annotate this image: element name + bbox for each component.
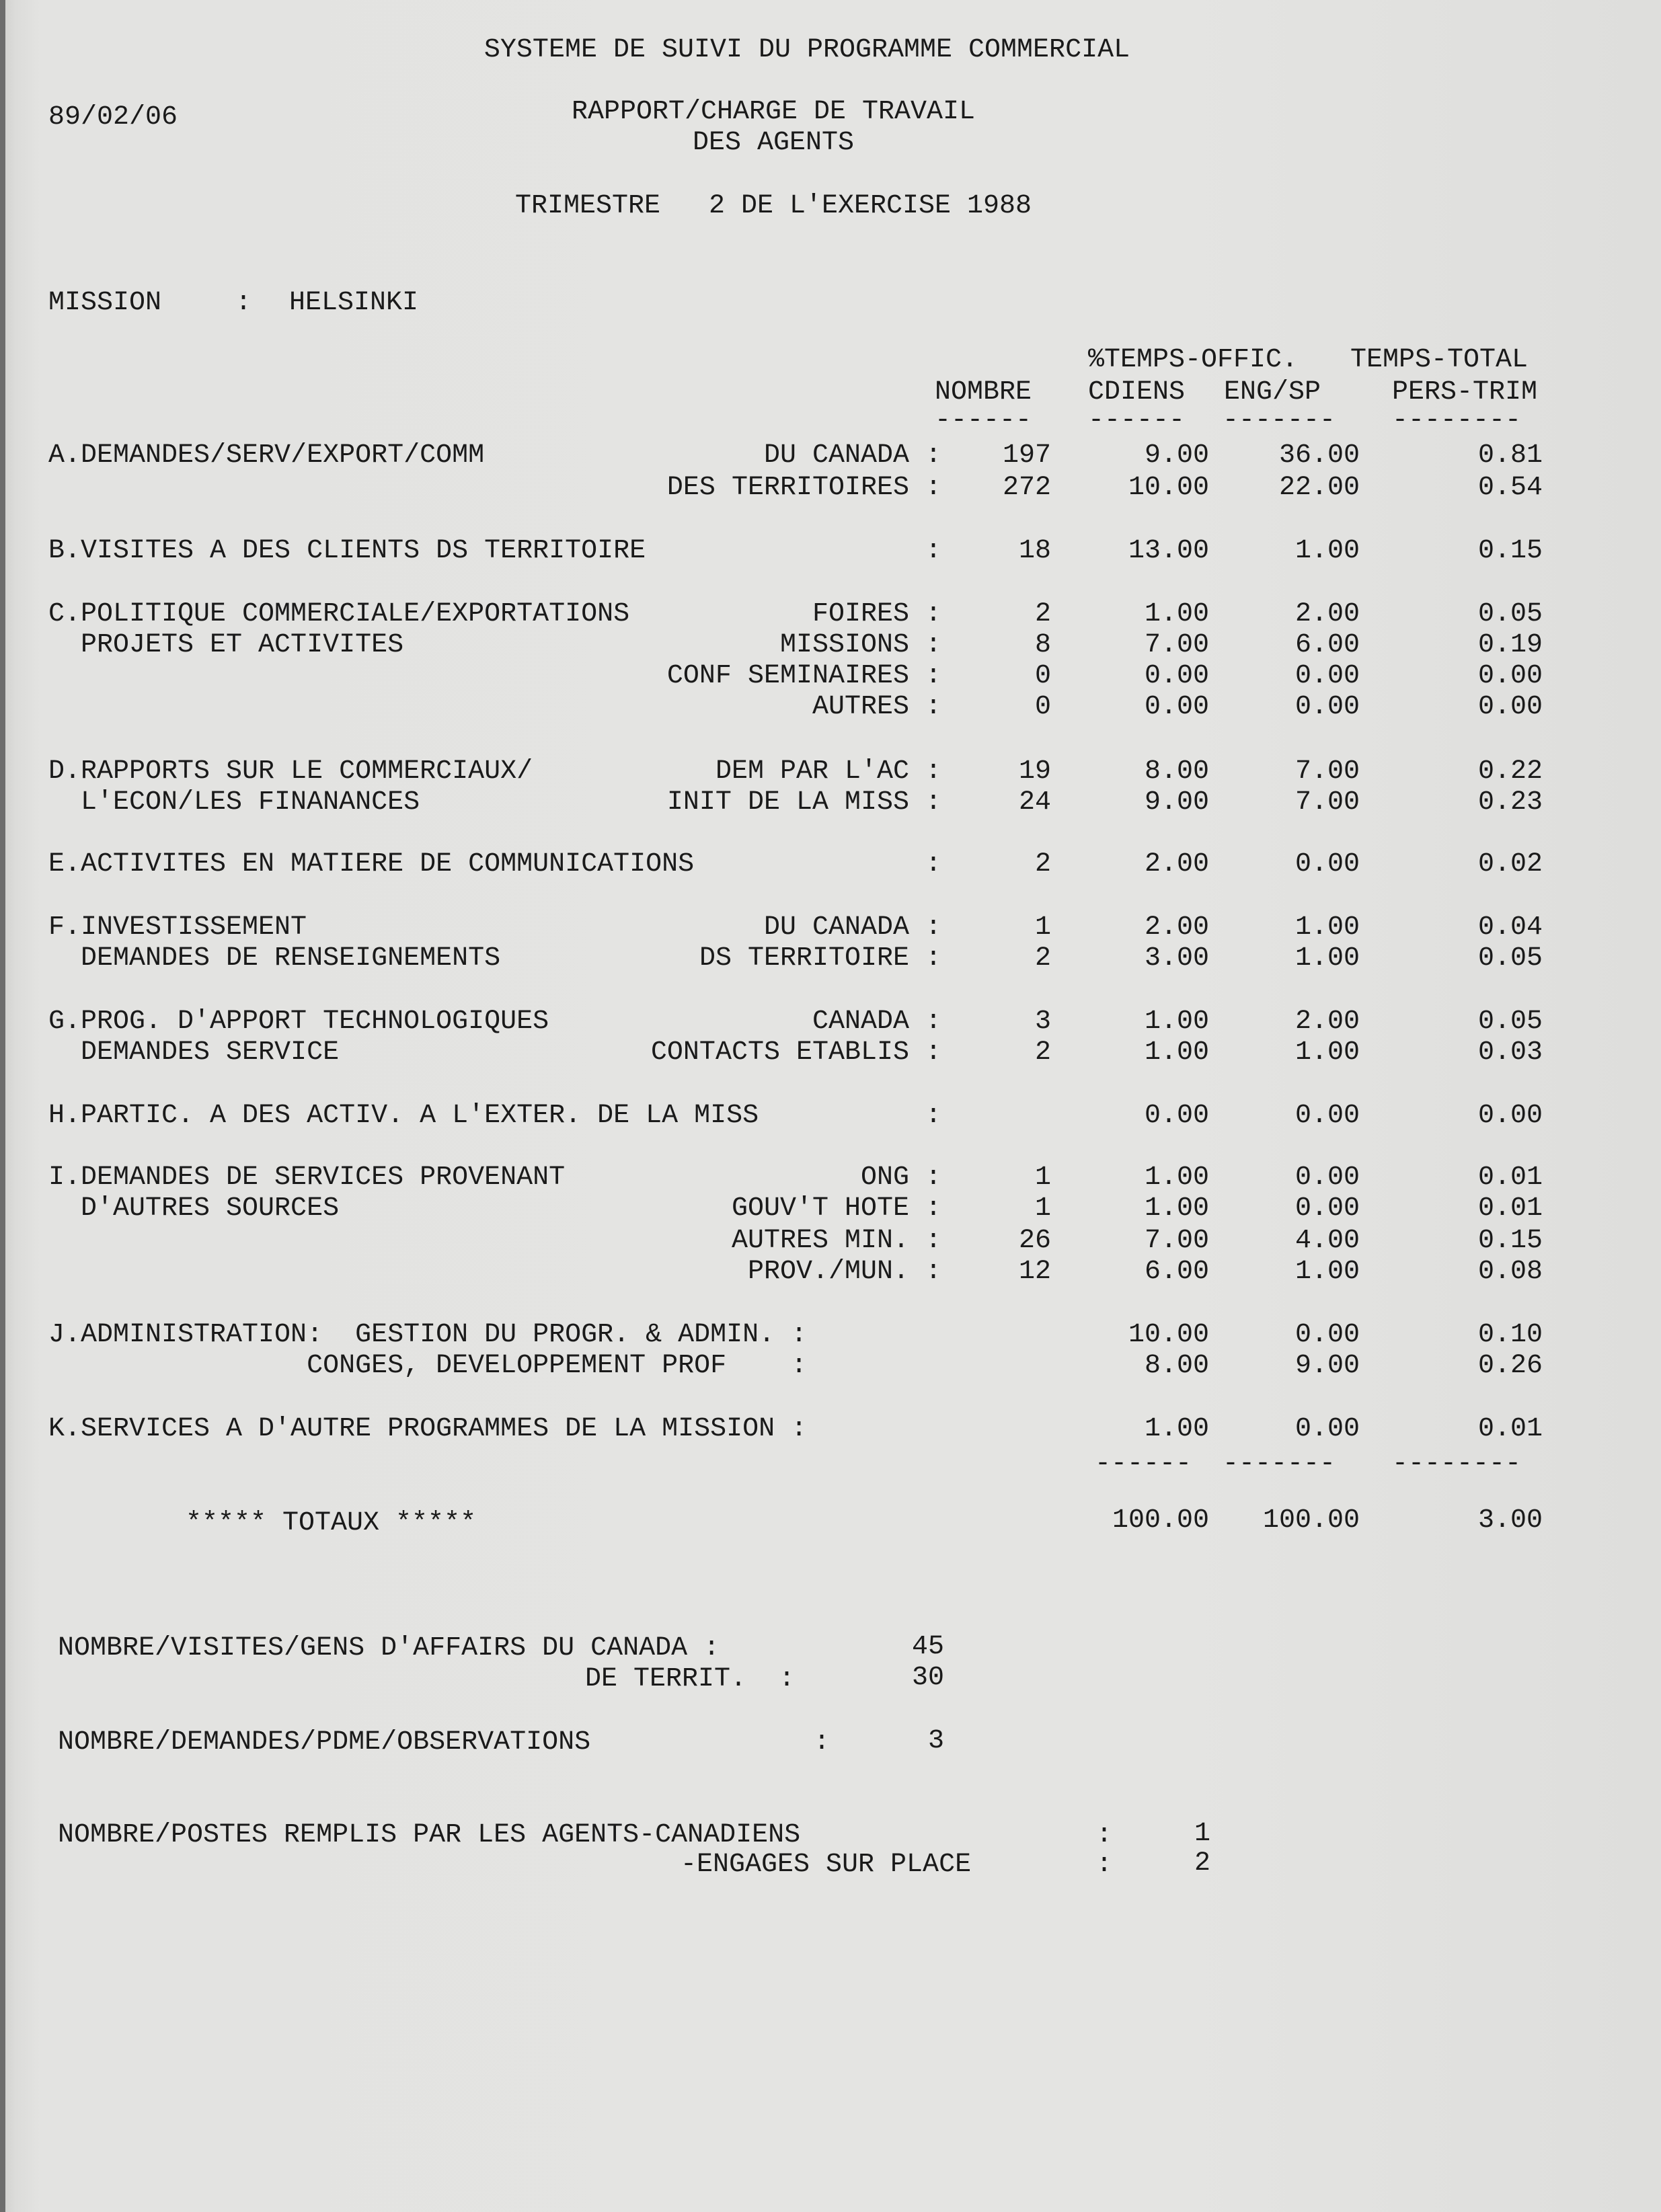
visites-territ-label: DE TERRIT. :: [585, 1664, 796, 1694]
column-rule-cdiens: ------: [1088, 405, 1186, 436]
column-header-temps-offic: %TEMPS-OFFIC.: [1088, 345, 1299, 375]
mission-separator: :: [235, 288, 252, 318]
row-pers-trim: 0.01: [1477, 1162, 1543, 1193]
row-eng-sp: 4.00: [1295, 1226, 1360, 1256]
row-cdiens: 0.00: [1144, 692, 1209, 722]
totals-rule-pers-trim: --------: [1392, 1449, 1522, 1479]
row-cdiens: 7.00: [1144, 1226, 1209, 1256]
row-eng-sp: 0.00: [1295, 1320, 1360, 1350]
visites-canada-label: NOMBRE/VISITES/GENS D'AFFAIRS DU CANADA :: [58, 1633, 720, 1663]
row-eng-sp: 1.00: [1295, 912, 1360, 943]
row-pers-trim: 0.00: [1477, 661, 1543, 691]
row-pers-trim: 0.04: [1477, 912, 1543, 943]
column-rule-eng-sp: -------: [1223, 405, 1336, 436]
row-pers-trim: 0.26: [1477, 1351, 1543, 1381]
totals-cdiens: 100.00: [1112, 1505, 1209, 1536]
row-cdiens: 9.00: [1144, 440, 1209, 471]
row-nombre: 2: [1034, 599, 1051, 629]
row-pers-trim: 0.22: [1477, 756, 1543, 787]
row-pers-trim: 0.01: [1477, 1193, 1543, 1224]
mission-label: MISSION: [48, 288, 162, 318]
postes-place-value: 2: [1194, 1848, 1210, 1879]
row-nombre: 2: [1034, 849, 1051, 879]
row-eng-sp: 0.00: [1295, 1162, 1360, 1193]
row-nombre: 1: [1034, 1193, 1051, 1224]
row-label: B.VISITES A DES CLIENTS DS TERRITOIRE: [48, 536, 646, 566]
row-eng-sp: 0.00: [1295, 849, 1360, 879]
postes-canadiens-value: 1: [1194, 1819, 1210, 1849]
row-cdiens: 1.00: [1144, 1037, 1209, 1068]
row-pers-trim: 0.00: [1477, 1101, 1543, 1131]
row-pers-trim: 0.15: [1477, 536, 1543, 566]
column-header-eng-sp: ENG/SP: [1224, 377, 1321, 407]
row-nombre: 19: [1018, 756, 1051, 787]
row-nombre: 24: [1018, 787, 1051, 818]
column-rule-nombre: ------: [935, 405, 1032, 436]
row-pers-trim: 0.19: [1477, 630, 1543, 660]
row-eng-sp: 7.00: [1295, 756, 1360, 787]
row-cdiens: 10.00: [1128, 1320, 1209, 1350]
row-cdiens: 10.00: [1128, 473, 1209, 503]
row-sublabel: CONTACTS ETABLIS :: [650, 1037, 941, 1068]
row-label: C.POLITIQUE COMMERCIALE/EXPORTATIONS: [48, 599, 630, 629]
row-cdiens: 9.00: [1144, 787, 1209, 818]
demandes-pdme-separator: :: [814, 1727, 830, 1757]
totals-eng-sp: 100.00: [1262, 1505, 1360, 1536]
row-nombre: 0: [1034, 661, 1051, 691]
system-title: SYSTEME DE SUIVI DU PROGRAMME COMMERCIAL: [484, 35, 1130, 65]
row-pers-trim: 0.23: [1477, 787, 1543, 818]
row-nombre: 12: [1018, 1257, 1051, 1287]
row-cdiens: 0.00: [1144, 661, 1209, 691]
row-pers-trim: 0.05: [1477, 1006, 1543, 1037]
row-nombre: 1: [1034, 1162, 1051, 1193]
row-eng-sp: 1.00: [1295, 1257, 1360, 1287]
row-sublabel: FOIRES :: [812, 599, 941, 629]
demandes-pdme-value: 3: [927, 1726, 944, 1756]
row-sublabel: INIT DE LA MISS :: [666, 787, 941, 818]
row-label: E.ACTIVITES EN MATIERE DE COMMUNICATIONS: [48, 849, 695, 879]
row-nombre: 18: [1018, 536, 1051, 566]
column-header-cdiens: CDIENS: [1088, 377, 1186, 407]
row-eng-sp: 2.00: [1295, 1006, 1360, 1037]
row-cdiens: 6.00: [1144, 1257, 1209, 1287]
row-nombre: 3: [1034, 1006, 1051, 1037]
row-nombre: 2: [1034, 1037, 1051, 1068]
row-eng-sp: 36.00: [1278, 440, 1360, 471]
row-cdiens: 3.00: [1144, 943, 1209, 974]
row-label: K.SERVICES A D'AUTRE PROGRAMMES DE LA MISSION :: [48, 1414, 808, 1444]
row-pers-trim: 0.00: [1477, 692, 1543, 722]
row-pers-trim: 0.54: [1477, 473, 1543, 503]
postes-place-label: -ENGAGES SUR PLACE: [681, 1850, 972, 1880]
row-label: D.RAPPORTS SUR LE COMMERCIAUX/: [48, 756, 533, 787]
row-pers-trim: 0.08: [1477, 1257, 1543, 1287]
row-sublabel: PROV./MUN. :: [747, 1257, 941, 1287]
visites-territ-value: 30: [911, 1663, 944, 1693]
row-eng-sp: 0.00: [1295, 1101, 1360, 1131]
row-sublabel: MISSIONS :: [779, 630, 941, 660]
row-eng-sp: 1.00: [1295, 943, 1360, 974]
postes-canadiens-separator: :: [1096, 1820, 1113, 1850]
row-cdiens: 2.00: [1144, 912, 1209, 943]
row-sublabel: DU CANADA :: [763, 912, 941, 943]
column-header-nombre: NOMBRE: [935, 377, 1032, 407]
row-label: PROJETS ET ACTIVITES: [48, 630, 404, 660]
row-cdiens: 1.00: [1144, 1162, 1209, 1193]
row-cdiens: 7.00: [1144, 630, 1209, 660]
row-nombre: 197: [1002, 440, 1051, 471]
row-sublabel: DEM PAR L'AC :: [715, 756, 941, 787]
row-sublabel: ONG :: [860, 1162, 941, 1193]
row-sublabel: :: [925, 1101, 941, 1131]
row-eng-sp: 22.00: [1278, 473, 1360, 503]
row-pers-trim: 0.05: [1477, 599, 1543, 629]
row-pers-trim: 0.81: [1477, 440, 1543, 471]
row-cdiens: 1.00: [1144, 1006, 1209, 1037]
row-label: A.DEMANDES/SERV/EXPORT/COMM: [48, 440, 485, 471]
column-rule-pers-trim: --------: [1392, 405, 1522, 436]
row-eng-sp: 7.00: [1295, 787, 1360, 818]
postes-canadiens-label: NOMBRE/POSTES REMPLIS PAR LES AGENTS-CANADIENS: [58, 1820, 801, 1850]
row-eng-sp: 0.00: [1295, 692, 1360, 722]
row-nombre: 0: [1034, 692, 1051, 722]
report-title-line-2: DES AGENTS: [692, 128, 855, 158]
row-label: J.ADMINISTRATION: GESTION DU PROGR. & ADMIN. :: [48, 1320, 808, 1350]
row-nombre: 26: [1018, 1226, 1051, 1256]
row-label: L'ECON/LES FINANANCES: [48, 787, 420, 818]
demandes-pdme-label: NOMBRE/DEMANDES/PDME/OBSERVATIONS: [58, 1727, 591, 1757]
row-label: H.PARTIC. A DES ACTIV. A L'EXTER. DE LA MISS: [48, 1101, 759, 1131]
row-eng-sp: 1.00: [1295, 1037, 1360, 1068]
row-cdiens: 8.00: [1144, 1351, 1209, 1381]
row-label: D'AUTRES SOURCES: [48, 1193, 340, 1224]
row-sublabel: CANADA :: [812, 1006, 941, 1037]
row-sublabel: :: [925, 536, 941, 566]
row-cdiens: 1.00: [1144, 599, 1209, 629]
row-eng-sp: 6.00: [1295, 630, 1360, 660]
visites-canada-value: 45: [911, 1632, 944, 1662]
row-sublabel: CONF SEMINAIRES :: [666, 661, 941, 691]
row-nombre: 272: [1002, 473, 1051, 503]
report-title-line-1: RAPPORT/CHARGE DE TRAVAIL: [571, 97, 976, 127]
row-eng-sp: 1.00: [1295, 536, 1360, 566]
row-sublabel: DS TERRITOIRE :: [699, 943, 941, 974]
row-cdiens: 1.00: [1144, 1193, 1209, 1224]
row-label: DEMANDES DE RENSEIGNEMENTS: [48, 943, 501, 974]
row-pers-trim: 0.05: [1477, 943, 1543, 974]
row-cdiens: 1.00: [1144, 1414, 1209, 1444]
report-period: TRIMESTRE 2 DE L'EXERCISE 1988: [514, 191, 1032, 221]
row-eng-sp: 0.00: [1295, 1414, 1360, 1444]
column-header-pers-trim: PERS-TRIM: [1392, 377, 1538, 407]
column-header-temps-total: TEMPS-TOTAL: [1350, 345, 1529, 375]
row-eng-sp: 9.00: [1295, 1351, 1360, 1381]
row-cdiens: 13.00: [1128, 536, 1209, 566]
binding-edge: [0, 0, 5, 2212]
row-sublabel: DES TERRITOIRES :: [666, 473, 941, 503]
row-cdiens: 2.00: [1144, 849, 1209, 879]
totals-rule-cdiens: ------: [1095, 1449, 1192, 1479]
row-label: DEMANDES SERVICE: [48, 1037, 340, 1068]
report-date: 89/02/06: [48, 102, 178, 132]
row-label: F.INVESTISSEMENT: [48, 912, 307, 943]
row-pers-trim: 0.03: [1477, 1037, 1543, 1068]
row-cdiens: 8.00: [1144, 756, 1209, 787]
totals-pers-trim: 3.00: [1477, 1505, 1543, 1536]
row-sublabel: :: [925, 849, 941, 879]
row-cdiens: 0.00: [1144, 1101, 1209, 1131]
row-label: G.PROG. D'APPORT TECHNOLOGIQUES: [48, 1006, 549, 1037]
row-eng-sp: 0.00: [1295, 661, 1360, 691]
row-nombre: 1: [1034, 912, 1051, 943]
row-nombre: 8: [1034, 630, 1051, 660]
row-pers-trim: 0.02: [1477, 849, 1543, 879]
totals-label: ***** TOTAUX *****: [186, 1508, 477, 1538]
row-nombre: 2: [1034, 943, 1051, 974]
row-pers-trim: 0.10: [1477, 1320, 1543, 1350]
totals-rule-eng-sp: -------: [1223, 1449, 1336, 1479]
row-sublabel: AUTRES :: [812, 692, 941, 722]
row-sublabel: DU CANADA :: [763, 440, 941, 471]
row-label: CONGES, DEVELOPPEMENT PROF :: [48, 1351, 808, 1381]
row-pers-trim: 0.15: [1477, 1226, 1543, 1256]
row-pers-trim: 0.01: [1477, 1414, 1543, 1444]
row-eng-sp: 2.00: [1295, 599, 1360, 629]
row-sublabel: AUTRES MIN. :: [731, 1226, 941, 1256]
mission-name: HELSINKI: [289, 288, 419, 318]
row-sublabel: GOUV'T HOTE :: [731, 1193, 941, 1224]
postes-place-separator: :: [1096, 1850, 1113, 1880]
row-label: I.DEMANDES DE SERVICES PROVENANT: [48, 1162, 566, 1193]
row-eng-sp: 0.00: [1295, 1193, 1360, 1224]
